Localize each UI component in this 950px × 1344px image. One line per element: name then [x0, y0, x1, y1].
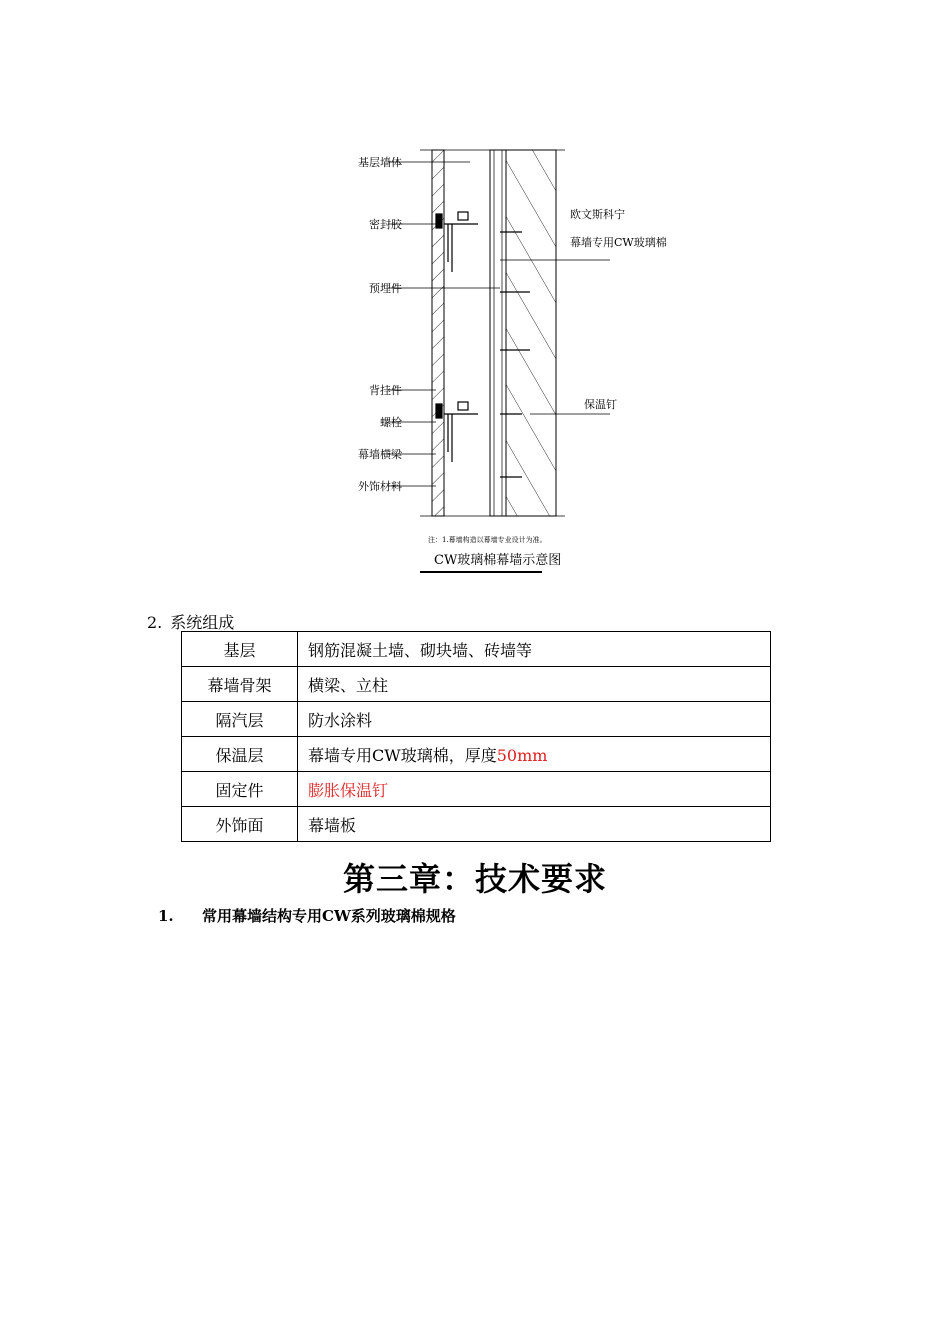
table-value-cell	[298, 667, 771, 702]
table-value-cell	[298, 807, 771, 842]
item-text: 常用幕墙结构专用CW系列玻璃棉规格	[202, 907, 456, 925]
table-row	[182, 702, 771, 737]
curtain-wall-diagram	[358, 132, 667, 582]
table-value-cell	[298, 772, 771, 807]
value-highlight: 膨胀保温钉	[308, 780, 389, 800]
label-embedded-part: 预埋件	[369, 282, 402, 295]
label-bolt: 螺栓	[380, 416, 402, 429]
value-highlight: 50mm	[496, 745, 548, 765]
label-sealant: 密封胶	[369, 218, 402, 231]
table-key-cell: 基层	[182, 632, 298, 667]
value-text: 幕墙专用CW玻璃棉，厚度	[308, 745, 497, 765]
value-text: 幕墙板	[308, 815, 357, 835]
label-owens-corning: 欧文斯科宁	[570, 208, 625, 221]
value-text: 横梁、立柱	[308, 675, 389, 695]
chapter-title: 第三章：技术要求	[342, 860, 607, 898]
diagram-caption: CW玻璃棉幕墙示意图	[434, 553, 562, 568]
table-row	[182, 807, 771, 842]
table-value-cell	[298, 702, 771, 737]
table-key-cell: 隔汽层	[182, 702, 298, 737]
value-text: 钢筋混凝土墙、砌块墙、砖墙等	[308, 640, 533, 660]
table-key-cell: 外饰面	[182, 807, 298, 842]
diagram-note: 注：1.幕墙构造以幕墙专业设计为准。	[428, 536, 547, 544]
system-composition-table	[181, 631, 771, 842]
value-text: 防水涂料	[308, 710, 373, 730]
table-row	[182, 667, 771, 702]
section-number: 2.	[147, 613, 163, 632]
table-key-cell: 保温层	[182, 737, 298, 772]
label-beam: 幕墙横梁	[358, 448, 402, 461]
table-value-cell	[298, 632, 771, 667]
table-key-cell: 幕墙骨架	[182, 667, 298, 702]
section-heading	[147, 610, 234, 633]
item-number: 1.	[158, 907, 174, 925]
table-row	[182, 632, 771, 667]
label-insulation-pin: 保温钉	[584, 398, 617, 411]
table-key-cell: 固定件	[182, 772, 298, 807]
section-title: 系统组成	[170, 613, 235, 632]
table-value-cell	[298, 737, 771, 772]
label-base-wall: 基层墙体	[358, 156, 402, 169]
label-back-hanger: 背挂件	[369, 384, 402, 397]
label-cw-glass-wool: 幕墙专用CW玻璃棉	[570, 236, 667, 249]
label-exterior-material: 外饰材料	[358, 480, 402, 493]
table-row	[182, 772, 771, 807]
list-item	[158, 905, 456, 926]
table-row	[182, 737, 771, 772]
